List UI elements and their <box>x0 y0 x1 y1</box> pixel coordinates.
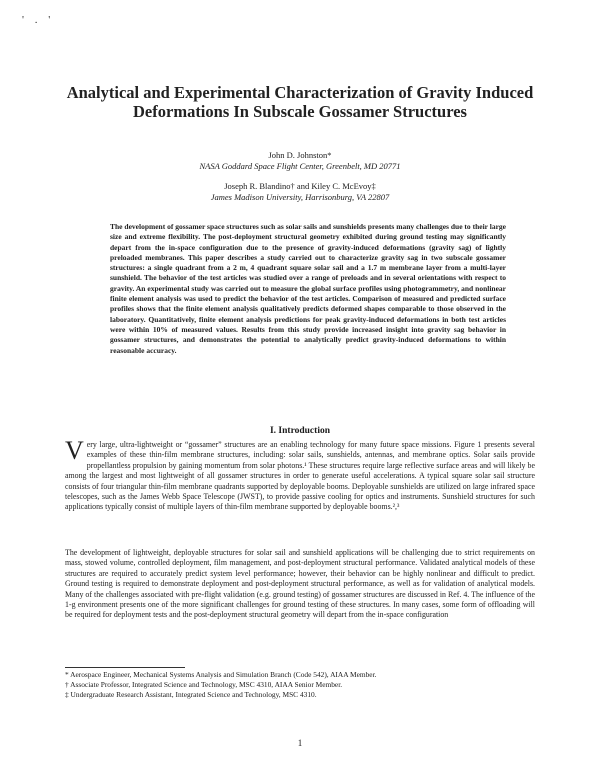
affiliation-primary: NASA Goddard Space Flight Center, Greenbelt, MD 20771 <box>199 161 401 171</box>
intro-paragraph-1 <box>65 436 535 513</box>
affiliation-secondary: James Madison University, Harrisonburg, VA 22807 <box>210 192 390 202</box>
footnote: ‡ Undergraduate Research Assistant, Integrated Science and Technology, MSC 4310. <box>65 690 317 699</box>
drop-cap: V <box>65 436 84 465</box>
paper-title: Analytical and Experimental Characterization of Gravity Induced Deformations In Subscale Gossamer Structures <box>66 83 534 121</box>
abstract: The development of gossamer space structures such as solar sails and sunshields presents many challenges due to their large size and extreme flexibility. The post-deployment structural geometry exhibited during ground testing may significantly depart from the in-space configuration due to the presence of gravity-induced deformations (gravity sag) of lightly preloaded membranes. This paper describes a study carried out to characterize gravity sag in two subscale gossamer structures: a single quadrant from a 2 m, 4 quadrant square solar sail and a 1.7 m membrane layer from a multi-layer sunshield. The behavior of the test articles was studied over a range of preloads and in several orientations with respect to gravity. An experimental study was carried out to measure the global surface profiles using photogrammetry, and nonlinear finite element analysis was used to predict the behavior of the test articles. Comparison of measured and predicted surface profiles shows that the finite element analysis qualitatively predicts deformed shapes comparable to those observed in the laboratory. Quantitatively, finite element analysis predictions for peak gravity-induced deformations in both test articles were within 10% of measured values. Results from this study provide increased insight into gravity sag behavior in gossamer structures, and demonstrates the potential to analytically predict gravity-induced deformations to within reasonable accuracy. <box>110 222 506 355</box>
scan-marks: ' . ' <box>22 14 55 26</box>
intro-paragraph-1-text: ery large, ultra-lightweight or “gossamer” structures are an enabling technology for many future space missions. Figure 1 presents several examples of these thin-film membrane structures, including: solar sails, sunshields, antennas, and membrane optics. Solar sails provide propellantless propulsion by gaining momentum from solar photons.¹ These structures require large reflective surface areas and will likely be among the largest and most lightweight of all gossamer structures in order to generate useful accelerations. A typical square solar sail structure consists of four triangular thin-film membrane quadrants supported by deployable booms. Deployable sunshields are utilized on large infrared space telescopes, such as the James Webb Space Telescope (JWST), to provide passive cooling for optics and instruments. Sunshield structures for such applications typically consist of multiple layers of thin-film membrane supported by deployable booms.²,³ <box>65 440 535 512</box>
footnote: * Aerospace Engineer, Mechanical Systems Analysis and Simulation Branch (Code 542), AIAA Member. <box>65 670 377 679</box>
author-secondary: Joseph R. Blandino† and Kiley C. McEvoy‡ <box>224 181 376 191</box>
intro-paragraph-2: The development of lightweight, deployable structures for solar sail and sunshield applications will be challenging due to strict requirements on mass, stowed volume, controlled deployment, film management, and post-deployment structural performance. Validated analytical models of these structures are required to accurately predict system level performance; however, their behavior can be highly nonlinear and difficult to predict. Ground testing is required to demonstrate deployment and post-deployment structural performance, as well as for validation of analytical models. Many of the challenges associated with pre-flight validation (e.g. ground testing) of gossamer structures are discussed in Ref. 4. The influence of the 1-g environment presents one of the more significant challenges for ground testing of these structures. In many cases, some form of offloading will be required for deployment tests and the post-deployment structural geometry will depart from the in-space configuration <box>65 548 535 620</box>
author-block <box>60 150 540 203</box>
page-number: 1 <box>297 738 303 748</box>
author-primary: John D. Johnston* <box>268 150 332 160</box>
footnotes <box>65 670 535 700</box>
section-heading: I. Introduction <box>269 426 330 436</box>
footnote: † Associate Professor, Integrated Science and Technology, MSC 4310, AIAA Senior Member. <box>65 680 343 689</box>
footnote-rule <box>65 667 185 668</box>
